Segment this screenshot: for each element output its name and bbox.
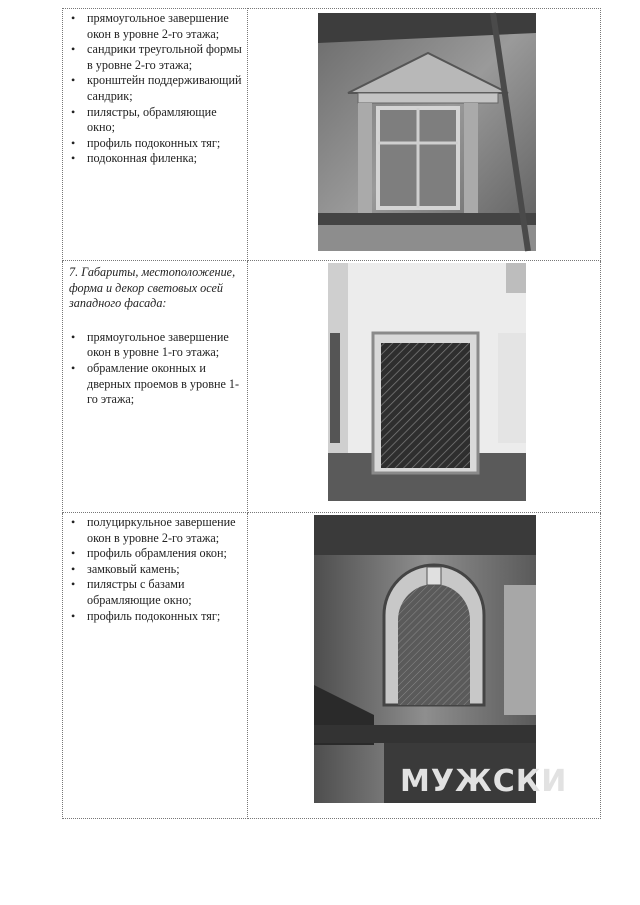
- section-heading: 7. Габариты, местоположение, форма и декор световых осей западного фасада:: [69, 265, 236, 311]
- row3-photo-cell: [247, 513, 600, 819]
- table-row: [63, 513, 601, 819]
- row3-feature-list: [69, 515, 243, 624]
- features-table: [62, 8, 601, 819]
- shop-sign-text: МУЖСКИ: [399, 764, 567, 799]
- row2-photo-cell: [247, 261, 600, 513]
- list-item: • полуциркульное завершение окон в уровне 2-го этажа;: [69, 515, 243, 546]
- facade-photo-2: [328, 263, 526, 501]
- list-item: • пилястры с базами обрамляющие окно;: [69, 577, 243, 608]
- list-item: • прямоугольное завершение окон в уровне 1-го этажа;: [69, 330, 243, 361]
- row2-feature-list: [69, 330, 243, 408]
- facade-photo-3: [314, 515, 567, 803]
- list-item: • прямоугольное завершение окон в уровне 2-го этажа;: [69, 11, 243, 42]
- table-row: [63, 261, 601, 513]
- row2-text-cell: [63, 261, 248, 513]
- list-item: • обрамление оконных и дверных проемов в уровне 1-го этажа;: [69, 361, 243, 408]
- list-item: • подоконная филенка;: [69, 151, 243, 167]
- list-item: • профиль обрамления окон;: [69, 546, 243, 562]
- list-item: • профиль подоконных тяг;: [69, 609, 243, 625]
- list-item: • пилястры, обрамляющие окно;: [69, 105, 243, 136]
- list-item: • кронштейн поддерживающий сандрик;: [69, 73, 243, 104]
- row3-text-cell: [63, 513, 248, 819]
- row1-photo-cell: [247, 9, 600, 261]
- row1-feature-list: [69, 11, 243, 167]
- row1-text-cell: [63, 9, 248, 261]
- list-item: • сандрики треугольной формы в уровне 2-го этажа;: [69, 42, 243, 73]
- facade-photo-1: [318, 13, 536, 251]
- list-item: • замковый камень;: [69, 562, 243, 578]
- list-item: • профиль подоконных тяг;: [69, 136, 243, 152]
- table-row: [63, 9, 601, 261]
